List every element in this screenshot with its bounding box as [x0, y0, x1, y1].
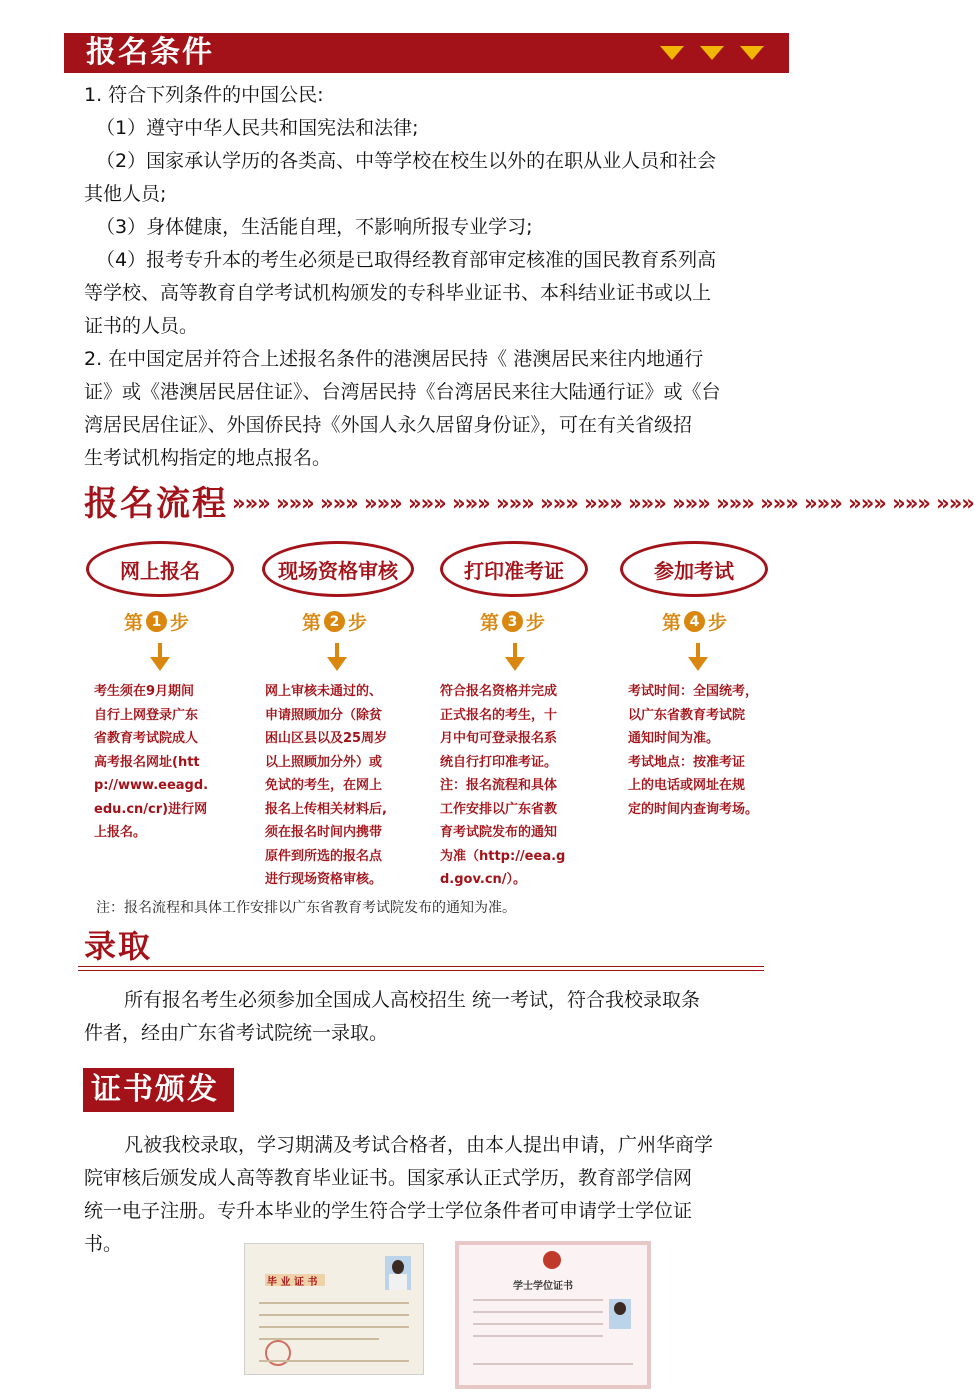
step-oval-print-ticket: [440, 541, 588, 597]
chevron-decoration: »»» »»» »»» »»» »»» »»» »»» »»» »»» »»» »»» »»» »»» »»» »»» »»» »»»: [232, 491, 974, 515]
section-title-process: 报名流程: [84, 484, 228, 524]
triangle-down-icon: [660, 46, 684, 60]
step-suffix: 步: [708, 612, 728, 634]
text-line: 书。: [84, 1233, 123, 1255]
desc-line: 定的时间内查询考场。: [628, 801, 759, 817]
desc-line: edu.cn/cr)进行网: [94, 801, 208, 817]
process-note: 注：报名流程和具体工作安排以广东省教育考试院发布的通知为准。: [96, 900, 516, 916]
step-num: 3: [502, 611, 523, 632]
desc-line: 进行现场资格审核。: [265, 872, 383, 887]
text-line: （2）国家承认学历的各类高、中等学校在校生以外的在职从业人员和社会: [96, 150, 717, 172]
desc-line: 困山区县以及25周岁: [265, 731, 388, 746]
photo-placeholder: [385, 1256, 411, 1290]
diploma-image: [244, 1243, 424, 1375]
step-number: [124, 608, 189, 635]
arrow-down-icon: [147, 643, 173, 673]
section-header-requirements: [64, 33, 789, 73]
step-label: 网上报名: [120, 558, 200, 583]
desc-line: d.gov.cn/）。: [440, 872, 527, 887]
section-header-certificate: [83, 1068, 234, 1112]
step-oval-onsite-review: [262, 541, 414, 597]
diploma-title: 毕 业 证 书: [267, 1277, 318, 1288]
text-line: 凡被我校录取，学习期满及考试合格者，由本人提出申请，广州华商学: [124, 1134, 714, 1156]
desc-line: 为准（http://eea.g: [440, 848, 566, 864]
text-line: 证书的人员。: [84, 315, 199, 337]
desc-line: 省教育考试院成人: [94, 731, 199, 746]
text-line: 证》或《港澳居民居住证》、台湾居民持《台湾居民来往大陆通行证》或《台: [84, 381, 721, 403]
step-description: [94, 680, 224, 845]
desc-line: 网上审核未通过的、: [265, 684, 383, 699]
desc-line: 符合报名资格并完成: [440, 684, 558, 699]
text-line: 其他人员;: [84, 183, 167, 205]
text-line: （4）报考专升本的考生必须是已取得经教育部审定核准的国民教育系列高: [96, 249, 717, 271]
step-label: 参加考试: [654, 558, 734, 583]
desc-line: 工作安排以广东省教: [440, 801, 558, 817]
section-title: 报名条件: [86, 35, 214, 70]
desc-line: 免试的考生，在网上: [265, 778, 383, 793]
text-line: （3）身体健康，生活能自理，不影响所报专业学习;: [96, 216, 533, 238]
step-num: 2: [324, 611, 345, 632]
step-prefix: 第: [124, 612, 144, 634]
desc-line: p://www.eeagd.: [94, 778, 209, 793]
step-suffix: 步: [348, 612, 368, 634]
step-oval-online-register: [86, 541, 234, 597]
desc-line: 统自行打印准考证。: [440, 754, 558, 770]
desc-line: 报名上传相关材料后,: [265, 801, 387, 817]
text-line: （1）遵守中华人民共和国宪法和法律;: [96, 117, 419, 139]
arrow-down-icon: [324, 643, 350, 673]
step-description: [265, 680, 415, 892]
step-oval-take-exam: [620, 541, 768, 597]
desc-line: 考生须在9月期间: [94, 684, 195, 699]
text-line: 湾居民居住证》、外国侨民持《外国人永久居留身份证》，可在有关省级招: [84, 414, 693, 436]
desc-line: 原件到所选的报名点: [265, 848, 383, 864]
step-number: [302, 608, 367, 635]
section-title: 证书颁发: [91, 1072, 219, 1107]
text-line: 1. 符合下列条件的中国公民:: [84, 84, 324, 106]
requirements-text: [84, 79, 784, 475]
triangle-down-icon: [740, 46, 764, 60]
desc-line: 通知时间为准。: [628, 731, 720, 746]
desc-line: 以上照顾加分外）或: [265, 754, 383, 770]
desc-line: 高考报名网址(htt: [94, 754, 200, 770]
step-prefix: 第: [662, 612, 682, 634]
desc-line: 上报名。: [94, 825, 147, 840]
desc-line: 以广东省教育考试院: [628, 707, 746, 723]
certificate-text: [84, 1129, 784, 1261]
arrow-down-icon: [685, 643, 711, 673]
degree-title: 学士学位证书: [513, 1281, 573, 1292]
divider: [78, 970, 764, 971]
step-suffix: 步: [526, 612, 546, 634]
step-label: 打印准考证: [464, 558, 564, 583]
text-line: 所有报名考生必须参加全国成人高校招生 统一考试，符合我校录取条: [124, 989, 701, 1011]
text-line: 等学校、高等教育自学考试机构颁发的专科毕业证书、本科结业证书或以上: [84, 282, 712, 304]
step-description: [440, 680, 590, 892]
step-num: 4: [684, 611, 705, 632]
desc-line: 育考试院发布的通知: [440, 825, 558, 840]
text-line: 生考试机构指定的地点报名。: [84, 447, 332, 469]
step-label: 现场资格审核: [278, 558, 398, 583]
desc-line: 注：报名流程和具体: [440, 778, 558, 793]
step-description: [628, 680, 788, 821]
divider: [78, 966, 764, 967]
photo-placeholder: [609, 1299, 631, 1329]
step-prefix: 第: [302, 612, 322, 634]
section-title-admission: 录取: [84, 927, 153, 965]
step-num: 1: [146, 611, 167, 632]
text-line: 统一电子注册。专升本毕业的学生符合学士学位条件者可申请学士学位证: [84, 1200, 693, 1222]
desc-line: 须在报名时间内携带: [265, 825, 383, 840]
desc-line: 申请照顾加分（除贫: [265, 707, 383, 723]
arrow-down-icon: [502, 643, 528, 673]
desc-line: 上的电话或网址在规: [628, 778, 746, 793]
step-number: [662, 608, 727, 635]
degree-certificate-image: [455, 1241, 651, 1389]
text-line: 2. 在中国定居并符合上述报名条件的港澳居民持《 港澳居民来往内地通行: [84, 348, 704, 370]
desc-line: 月中旬可登录报名系: [440, 731, 558, 746]
admission-text: [84, 984, 784, 1050]
desc-line: 正式报名的考生，十: [440, 707, 558, 723]
desc-line: 考试时间：全国统考，: [628, 684, 759, 699]
desc-line: 考试地点：按准考证: [628, 754, 746, 770]
step-suffix: 步: [170, 612, 190, 634]
triangle-down-icon: [700, 46, 724, 60]
text-line: 院审核后颁发成人高等教育毕业证书。国家承认正式学历，教育部学信网: [84, 1167, 693, 1189]
step-prefix: 第: [480, 612, 500, 634]
step-number: [480, 608, 545, 635]
text-line: 件者，经由广东省考试院统一录取。: [84, 1022, 389, 1044]
desc-line: 自行上网登录广东: [94, 707, 199, 723]
emblem-icon: [543, 1251, 561, 1269]
